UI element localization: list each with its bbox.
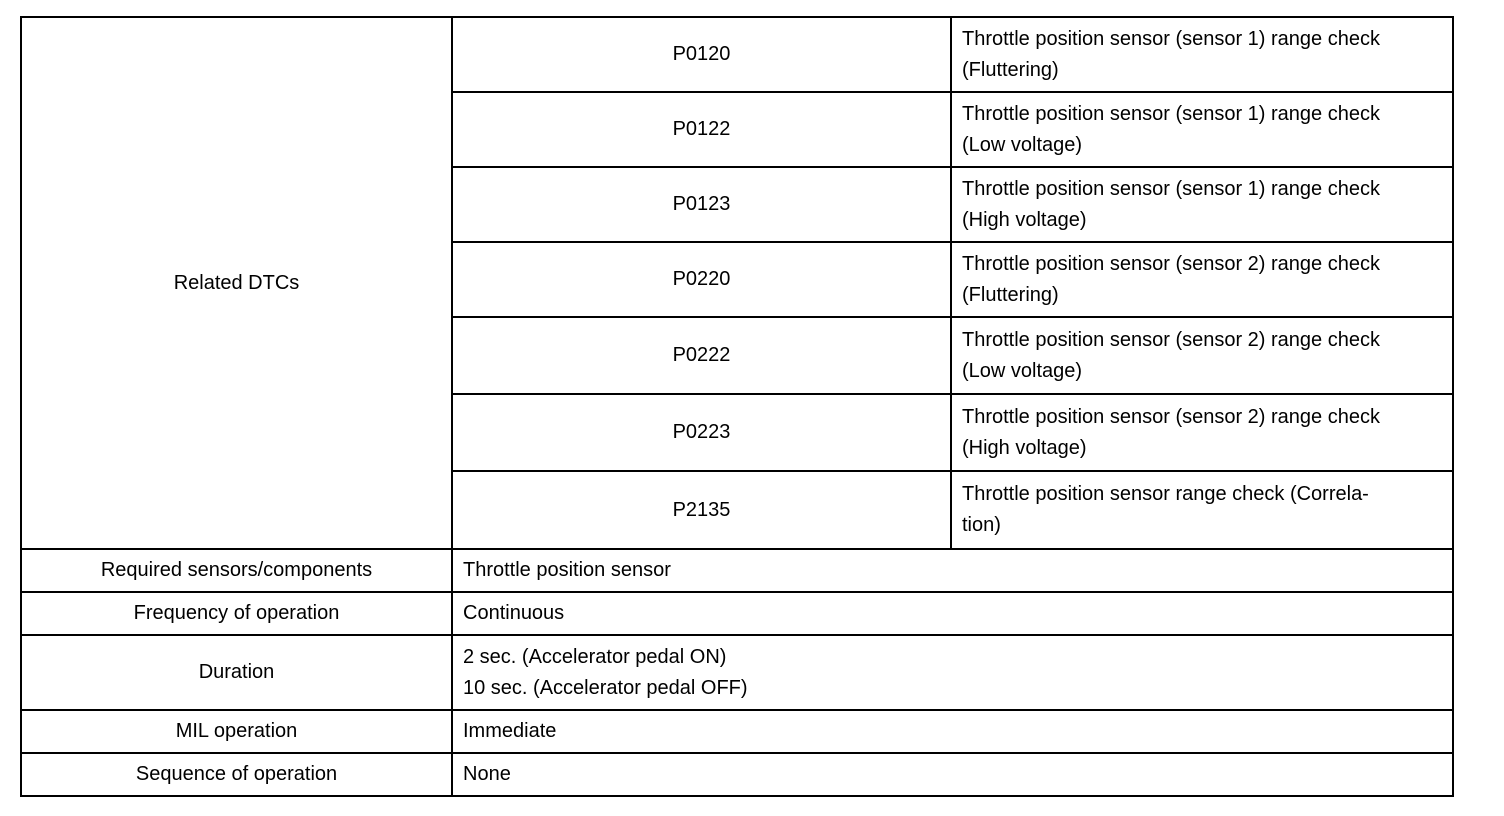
table-row [21, 549, 1453, 592]
sequence-label: Sequence of operation [21, 753, 452, 796]
table-row [21, 17, 1453, 92]
table-row [21, 592, 1453, 635]
dtc-code: P0222 [452, 317, 951, 394]
dtc-code: P0120 [452, 17, 951, 92]
dtc-description: Throttle position sensor (sensor 1) range check (Fluttering) [951, 17, 1453, 92]
dtc-spec-table [20, 16, 1454, 797]
dtc-code: P0122 [452, 92, 951, 167]
dtc-description: Throttle position sensor range check (Correla- tion) [951, 471, 1453, 549]
mil-operation-label: MIL operation [21, 710, 452, 753]
dtc-description: Throttle position sensor (sensor 1) range check (High voltage) [951, 167, 1453, 242]
frequency-value: Continuous [452, 592, 1453, 635]
dtc-code: P2135 [452, 471, 951, 549]
dtc-description: Throttle position sensor (sensor 2) range check (Fluttering) [951, 242, 1453, 317]
mil-operation-value: Immediate [452, 710, 1453, 753]
dtc-code: P0220 [452, 242, 951, 317]
related-dtcs-label: Related DTCs [21, 17, 452, 549]
frequency-label: Frequency of operation [21, 592, 452, 635]
duration-label: Duration [21, 635, 452, 710]
duration-value: 2 sec. (Accelerator pedal ON) 10 sec. (Accelerator pedal OFF) [452, 635, 1453, 710]
table-row [21, 710, 1453, 753]
table-row [21, 635, 1453, 710]
table-row [21, 753, 1453, 796]
required-sensors-value: Throttle position sensor [452, 549, 1453, 592]
sequence-value: None [452, 753, 1453, 796]
dtc-description: Throttle position sensor (sensor 2) range check (Low voltage) [951, 317, 1453, 394]
dtc-code: P0223 [452, 394, 951, 471]
dtc-description: Throttle position sensor (sensor 1) range check (Low voltage) [951, 92, 1453, 167]
required-sensors-label: Required sensors/components [21, 549, 452, 592]
dtc-description: Throttle position sensor (sensor 2) range check (High voltage) [951, 394, 1453, 471]
dtc-code: P0123 [452, 167, 951, 242]
